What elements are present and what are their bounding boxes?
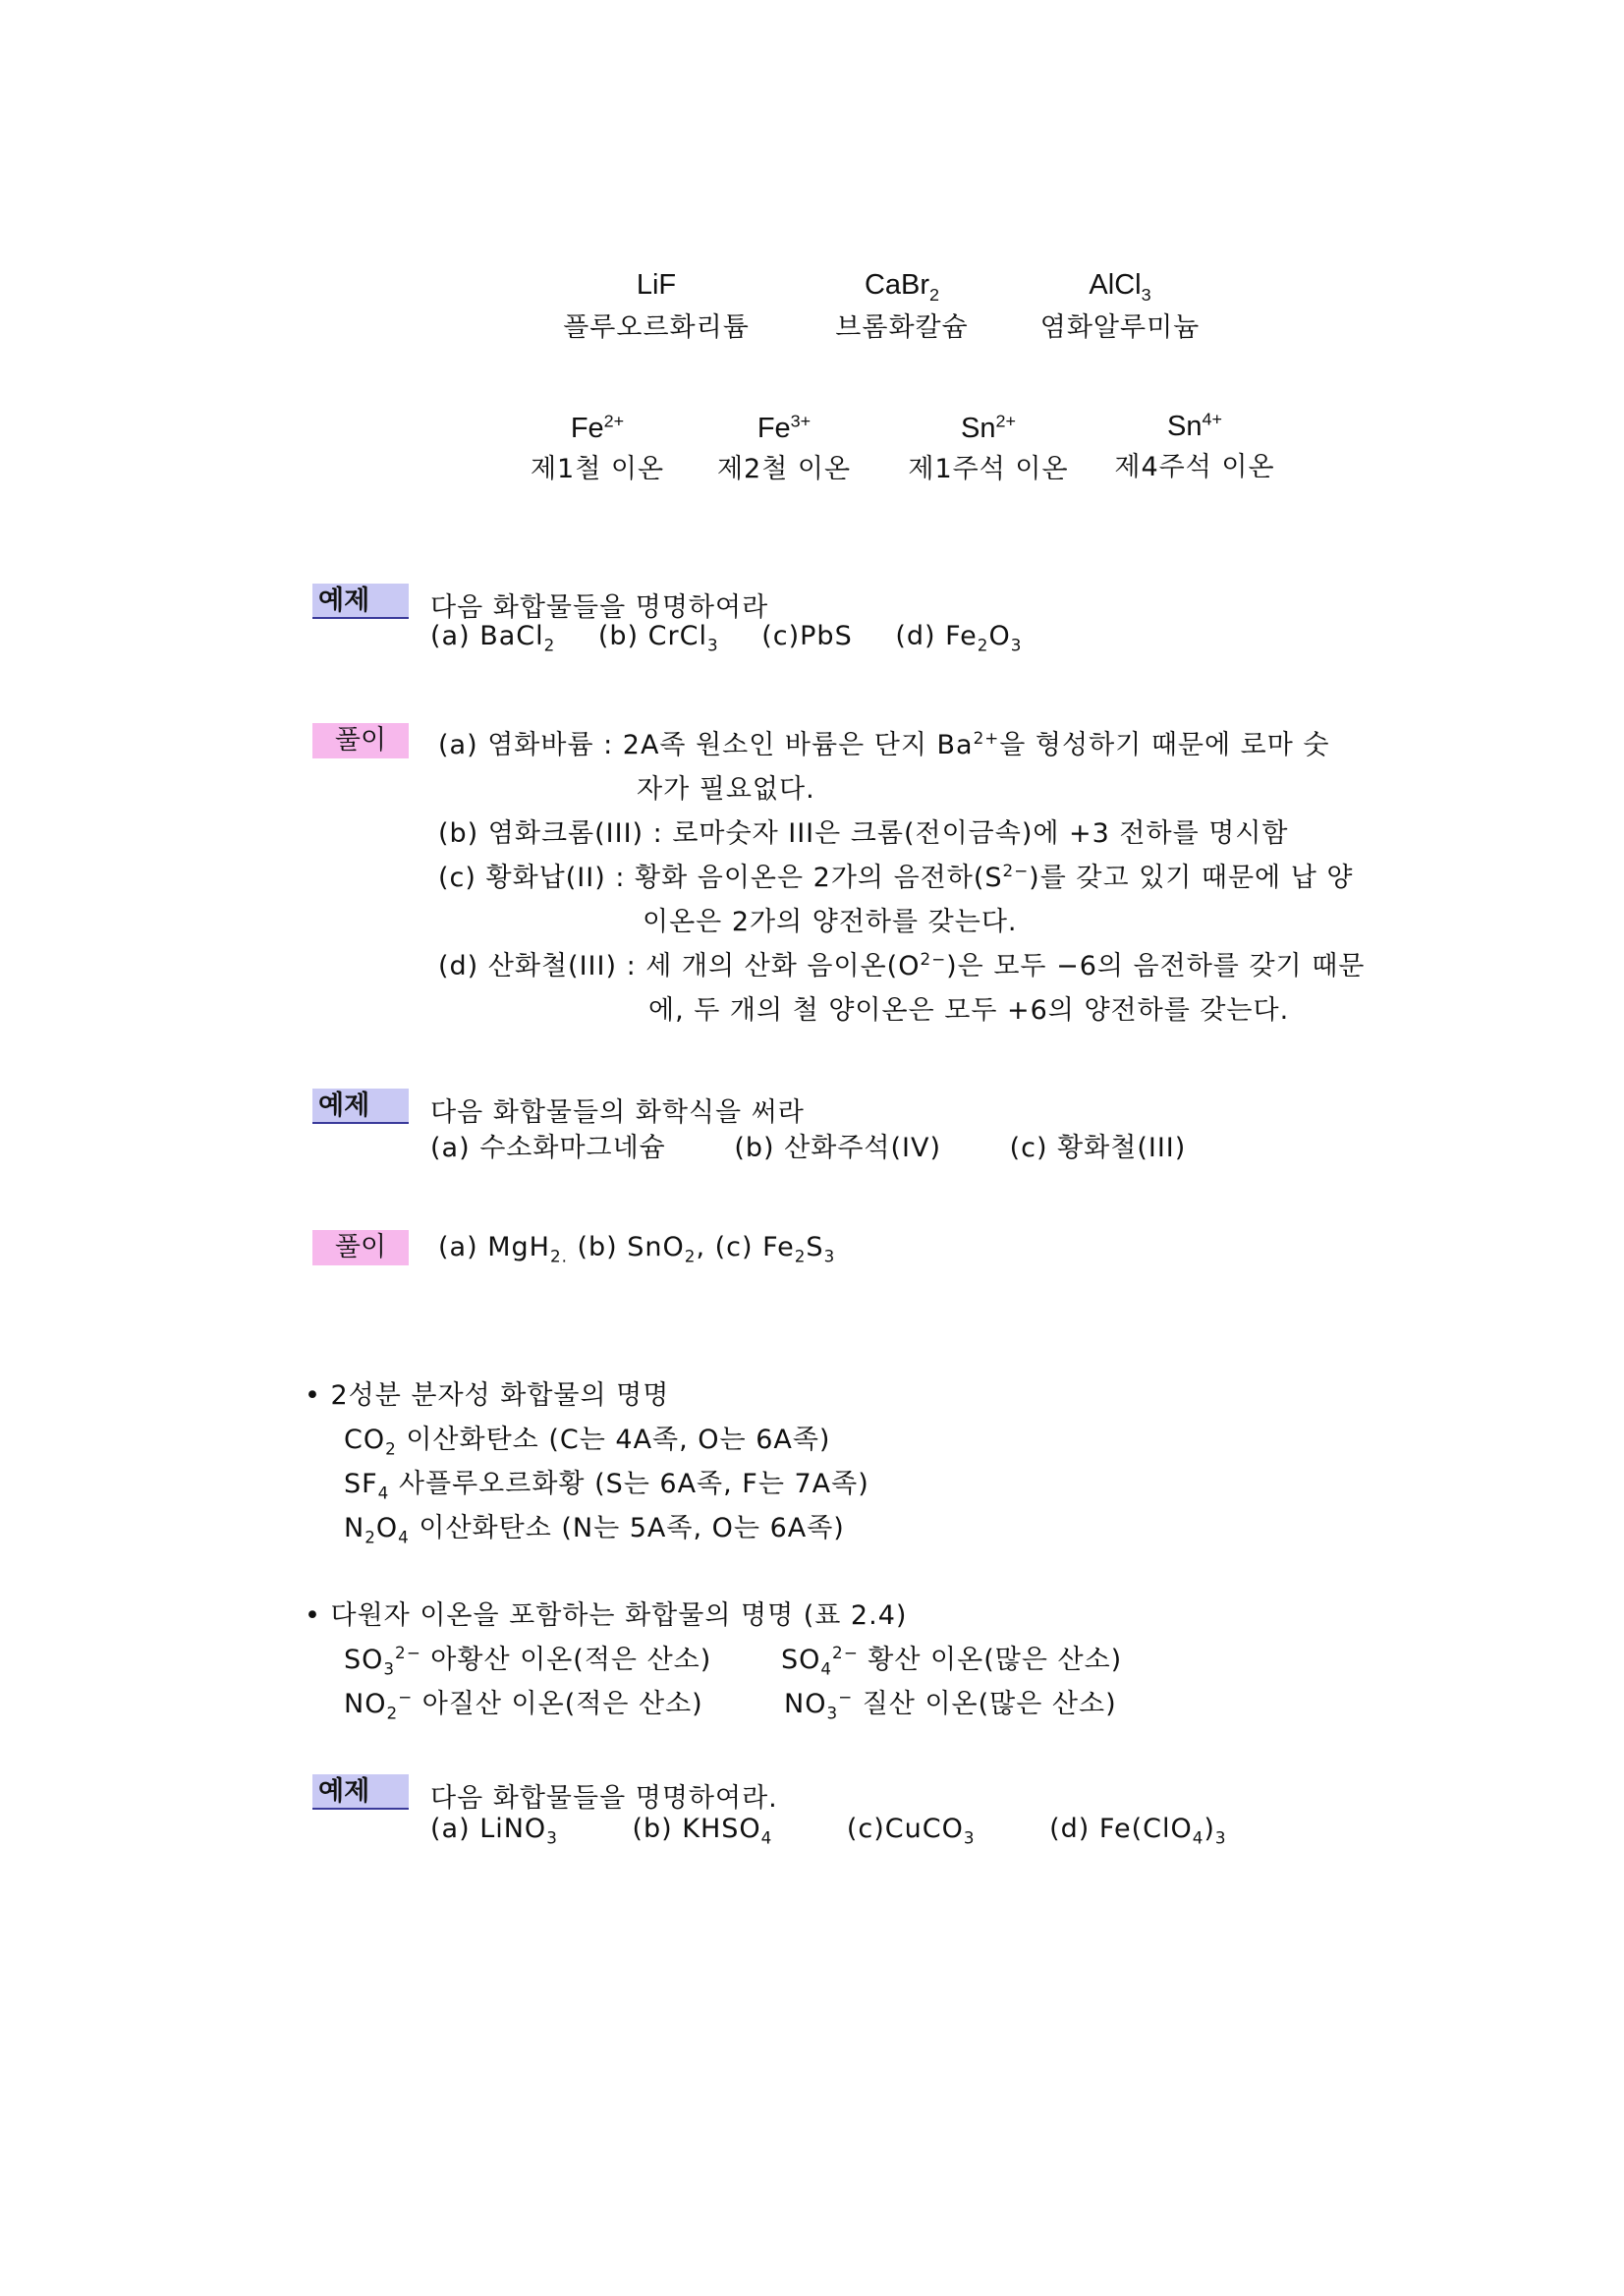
molecular-heading: • 2성분 분자성 화합물의 명명 (305, 1380, 670, 1411)
formula: CaBr$_2$ (864, 269, 940, 305)
item: (b) CrCl$_3$ (597, 621, 719, 655)
cation-sn2 (900, 413, 1077, 485)
compound-alcl3 (1041, 269, 1199, 344)
example3-question: 다음 화합물들을 명명하여라. (430, 1783, 778, 1814)
polyatomic-ion: $SO_3^{2-}$ 아황산 이온(적은 산소) (344, 1643, 712, 1679)
polyatomic-heading: • 다원자 이온을 포함하는 화합물의 명명 (표 2.4) (305, 1600, 908, 1631)
item: (a) LiNO$_3$ (430, 1814, 558, 1848)
item: (c)PbS (761, 621, 853, 651)
ion-formula: $Sn^{2+}$ (961, 411, 1016, 444)
polyatomic-ion: $NO_3^-$ 질산 이온(많은 산소) (784, 1687, 1117, 1723)
ion-formula: $Fe^{3+}$ (756, 411, 812, 444)
ion-formula: $Fe^{2+}$ (570, 411, 625, 444)
solution-label: 풀이 (312, 723, 409, 758)
example-label: 예제 (312, 1774, 409, 1810)
solution1-d-line1: (d) 산화철(III) : 세 개의 산화 음이온$(O^{2-})$은 모두 −6의 음전하를 갖기 때문 (438, 949, 1366, 981)
molecular-row: $N_2O_4$ 이산화탄소 (N는 5A족, O는 6A족) (344, 1513, 845, 1547)
solution1-c-line1: (c) 황화납(II) : 황화 음이온은 2가의 음전하$(S^{2-})$를 갖고 있기 때문에 납 양 (438, 861, 1354, 893)
example2-items (430, 1126, 1186, 1164)
polyatomic-ion: $SO_4^{2-}$ 황산 이온(많은 산소) (781, 1643, 1123, 1679)
formula: LiF (636, 269, 677, 301)
compound-cabr2 (823, 269, 980, 344)
solution-label: 풀이 (312, 1230, 409, 1265)
item: (b) 산화주석(IV) (734, 1133, 941, 1163)
ion-name: 제4주석 이온 (1114, 452, 1275, 482)
item: (d) $Fe_2O_3$ (895, 621, 1023, 655)
example-label: 예제 (312, 1089, 409, 1124)
solution2-answer: (a) MgH$_{2.}$ (b) SnO$_2$, (c) $Fe_2S_3$ (438, 1232, 836, 1266)
ion-name: 제1철 이온 (530, 454, 665, 484)
molecular-row: $SF_4$ 사플루오르화황 (S는 6A족, F는 7A족) (344, 1469, 869, 1503)
compound-name: 염화알루미늄 (1039, 312, 1201, 343)
molecular-row: $CO_2$ 이산화탄소 (C는 4A족, O는 6A족) (344, 1425, 831, 1459)
example1-question: 다음 화합물들을 명명하여라 (430, 592, 769, 623)
item: (c) 황화철(III) (1009, 1133, 1187, 1163)
compound-name: 플루오르화리튬 (563, 312, 750, 343)
solution1-c-line2: 이온은 2가의 양전하를 갖는다. (643, 907, 1018, 937)
item: (a) BaCl$_2$ (430, 621, 556, 655)
example2-question: 다음 화합물들의 화학식을 써라 (430, 1097, 805, 1128)
solution1-a-line1: (a) 염화바륨 : 2A족 원소인 바륨은 단지 $Ba^{2+}$을 형성하기 때문에 로마 숫 (438, 728, 1330, 760)
item: (b) $KHSO_4$ (632, 1814, 773, 1848)
solution1-b-line: (b) 염화크롬(III) : 로마숫자 III은 크롬(전이금속)에 +3 전하를 명시함 (438, 818, 1289, 849)
cation-fe3 (705, 413, 863, 485)
solution1-a-line2: 자가 필요없다. (637, 774, 815, 805)
compound-name: 브롬화칼슘 (835, 312, 969, 343)
solution1-d-line2: 에, 두 개의 철 양이온은 모두 +6의 양전하를 갖는다. (648, 995, 1290, 1026)
compound-lif (563, 269, 750, 344)
example3-items (430, 1814, 1227, 1848)
example-label: 예제 (312, 584, 409, 619)
item: (d) $Fe(ClO_4)_3$ (1049, 1814, 1227, 1848)
ion-name: 제1주석 이온 (908, 454, 1069, 484)
polyatomic-ion: $NO_2^-$ 아질산 이온(적은 산소) (344, 1687, 703, 1723)
formula: AlCl$_3$ (1089, 269, 1151, 305)
item: (a) 수소화마그네슘 (430, 1133, 666, 1163)
item: (c)CuCO$_3$ (846, 1814, 976, 1848)
ion-name: 제2철 이온 (716, 454, 852, 484)
cation-sn4 (1106, 411, 1283, 483)
example1-items (430, 621, 1023, 655)
cation-fe2 (519, 413, 676, 485)
ion-formula: $Sn^{4+}$ (1167, 409, 1222, 442)
